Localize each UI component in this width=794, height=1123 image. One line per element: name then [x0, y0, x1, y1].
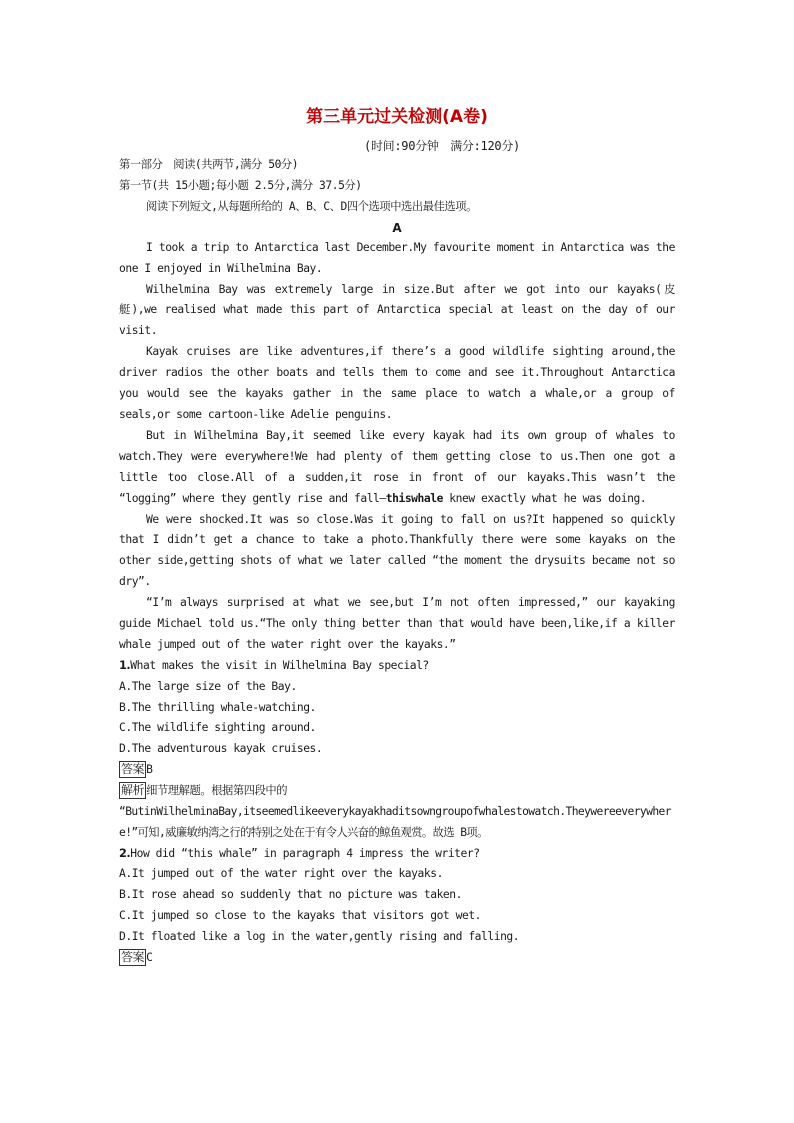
section-heading: 第一节(共 15小题;每小题 2.5分,满分 37.5分) [119, 178, 362, 192]
paragraph-4 [119, 426, 675, 510]
question-2-option-a: A.It jumped out of the water right over the kayaks. [119, 867, 443, 881]
paragraph-6: “I’m always surprised at what we see,but I’m not often impressed,” our kayaking guide Michael told us.“The only thing better than that would have been,like,if a killer whale jumped out of the water right over the kayaks.” [119, 596, 675, 651]
answer-label-box-2: 答案 [121, 949, 145, 964]
question-2-text: How did “this whale” in paragraph 4 impress the writer? [130, 846, 480, 860]
answer-label-box: 答案 [121, 761, 145, 776]
question-1-analysis-lead: 细节理解题。根据第四段中的 [146, 783, 288, 797]
question-2-option-c: C.It jumped so close to the kayaks that visitors got wet. [119, 909, 482, 923]
question-2 [119, 844, 675, 865]
exam-page [119, 104, 675, 969]
passage-label: A [392, 220, 402, 235]
paragraph-1: I took a trip to Antarctica last December.My favourite moment in Antarctica was the one I enjoyed in Wilhelmina Bay. [119, 240, 675, 275]
question-1-text: What makes the visit in Wilhelmina Bay special? [130, 658, 429, 672]
question-1-option-a: A.The large size of the Bay. [119, 679, 297, 693]
paragraph-5: We were shocked.It was so close.Was it going to fall on us?It happened so quickly that I didn’t get a chance to take a photo.Thankfully there were some kayaks on the other side,getting shots of what we later called “the moment the drysuits became not so dry”. [119, 512, 675, 589]
question-2-option-b: B.It rose ahead so suddenly that no picture was taken. [119, 888, 462, 902]
question-1-number: 1. [119, 658, 131, 672]
question-1-option-b: B.The thrilling whale-watching. [119, 700, 316, 714]
question-1-option-c: C.The wildlife sighting around. [119, 721, 316, 735]
question-2-number: 2. [119, 846, 131, 860]
question-2-answer-value: C [146, 950, 153, 964]
instruction-text: 阅读下列短文,从每题所给的 A、B、C、D四个选项中选出最佳选项。 [146, 199, 477, 213]
question-1-analysis [119, 781, 675, 802]
question-1-answer-value: B [146, 762, 153, 776]
paragraph-4-bold: thiswhale [385, 491, 443, 505]
question-2-answer [119, 948, 675, 969]
time-score-info: (时间:90分钟 满分:120分) [364, 139, 520, 153]
paragraph-4-end: knew exactly what he was doing. [442, 491, 647, 505]
question-1-analysis-body: “ButinWilhelminaBay,itseemedlikeeverykayakhaditsowngroupofwhalestowatch.Theywereeverywhere!”可知,威廉敏纳湾之行的特别之处在于有令人兴奋的鲸鱼观赏。故选 B项。 [119, 804, 671, 839]
analysis-label-box: 解析 [121, 782, 145, 797]
page-title: 第三单元过关检测(A卷) [306, 107, 488, 127]
question-1-option-d: D.The adventurous kayak cruises. [119, 742, 323, 756]
question-2-option-d: D.It floated like a log in the water,gently rising and falling. [119, 929, 520, 943]
paragraph-2: Wilhelmina Bay was extremely large in size.But after we got into our kayaks(皮艇),we realised what made this part of Antarctica special at least on the day of our visit. [119, 282, 675, 338]
paragraph-4-start: But in Wilhelmina Bay,it seemed like every kayak had its own group of whales to watch.They were everywhere!We had plenty of them getting close to us.Then one got a little too close.All of a sudden,it rose in front of our kayaks.This wasn’t the “logging” where they gently rise and fall— [119, 428, 675, 505]
question-1-answer [119, 760, 675, 781]
paragraph-3: Kayak cruises are like adventures,if there’s a good wildlife sighting around,the driver radios the other boats and tells them to come and see it.Throughout Antarctica you would see the kayaks gather in the same place to watch a whale,or a group of seals,or some cartoon-like Adelie penguins. [119, 345, 675, 421]
question-1 [119, 656, 675, 677]
part-heading: 第一部分 阅读(共两节,满分 50分) [119, 158, 299, 171]
